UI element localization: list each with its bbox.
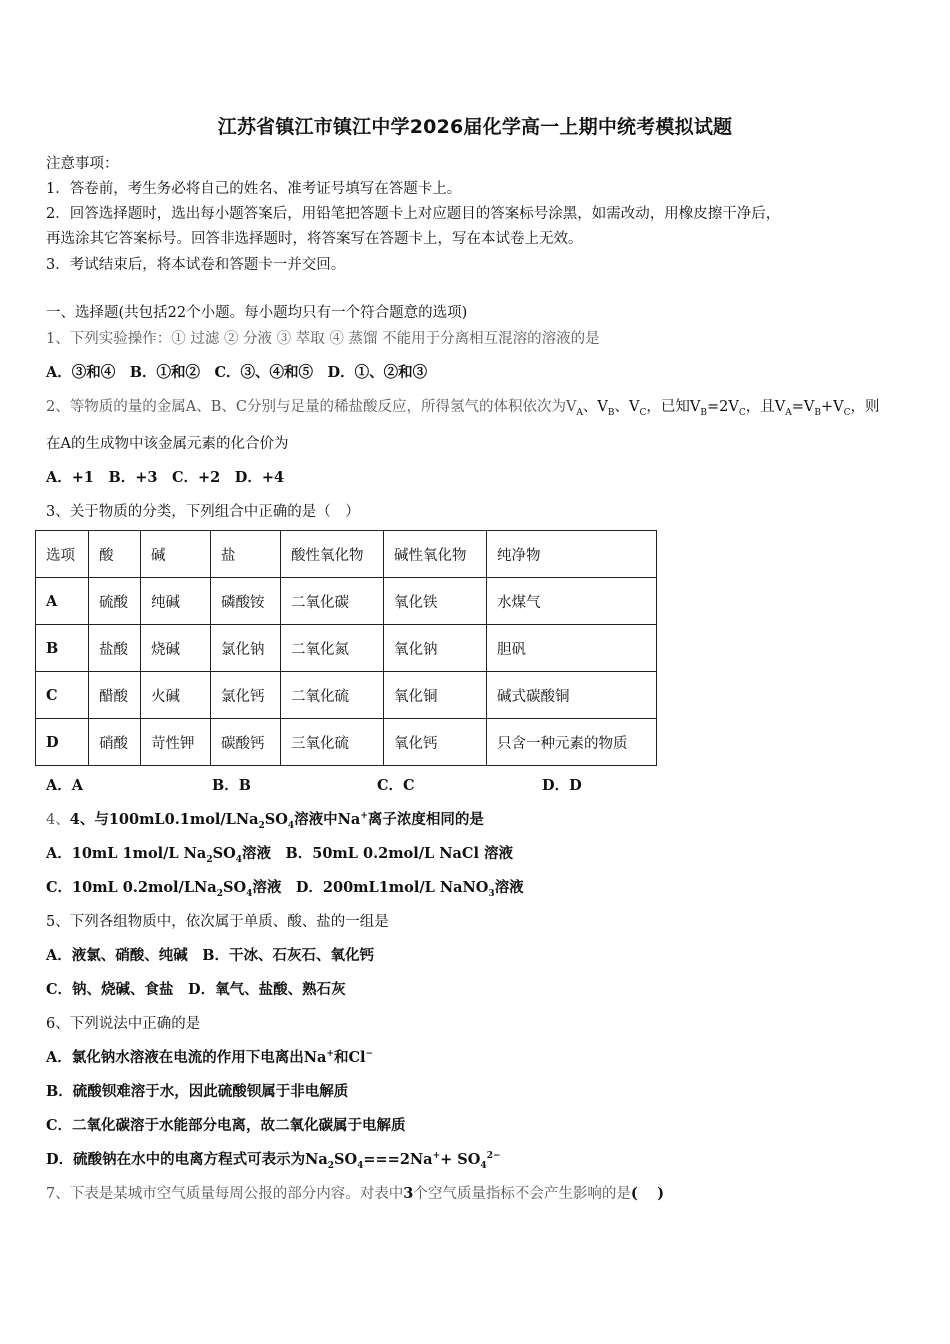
table-cell: 三氧化硫 <box>281 719 384 766</box>
table-cell: 氯化钠 <box>211 625 281 672</box>
question-6-option-d: D．硫酸钠在水中的电离方程式可表示为$Na_2SO_4===2Na^++ SO_4^{2-}$ <box>46 1151 501 1171</box>
question-4-options-ab: A．10mL 1mol/L $Na_2SO_4$溶液 B．50mL 0.2mol/L NaCl 溶液 <box>46 845 514 865</box>
classification-table <box>35 530 657 766</box>
table-header-cell: 酸 <box>89 531 141 578</box>
question-3-option-d: D．D <box>542 777 582 794</box>
table-cell: B <box>36 625 89 672</box>
table-cell: 硝酸 <box>89 719 141 766</box>
table-header-cell: 碱性氧化物 <box>384 531 487 578</box>
table-cell: 水煤气 <box>487 578 657 625</box>
table-cell: 纯碱 <box>141 578 211 625</box>
question-6-option-b: B．硫酸钡难溶于水，因此硫酸钡属于非电解质 <box>46 1083 349 1100</box>
table-cell: A <box>36 578 89 625</box>
question-3-option-b: B．B <box>212 777 252 794</box>
table-cell: D <box>36 719 89 766</box>
question-5-options-cd: C．钠、烧碱、食盐 D．氧气、盐酸、熟石灰 <box>46 981 346 998</box>
question-1-options: A．③和④ B．①和② C．③、④和⑤ D．①、②和③ <box>46 364 428 381</box>
table-cell: 磷酸铵 <box>211 578 281 625</box>
notice-item: 再选涂其它答案标号。回答非选择题时，将答案写在答题卡上，写在本试卷上无效。 <box>46 231 583 247</box>
table-cell: 碱式碳酸铜 <box>487 672 657 719</box>
question-4-stem: 4、4、与$100mL0.1mol/LNa_2SO_4$溶液中Na+离子浓度相同的是 <box>46 811 484 831</box>
question-6-option-c: C．二氧化碳溶于水能部分电离，故二氧化碳属于电解质 <box>46 1117 406 1134</box>
table-cell: 二氧化碳 <box>281 578 384 625</box>
table-cell: 二氧化氮 <box>281 625 384 672</box>
table-row <box>36 672 657 719</box>
table-cell: 氧化铁 <box>384 578 487 625</box>
table-cell: C <box>36 672 89 719</box>
question-2-stem-cont: 在A的生成物中该金属元素的化合价为 <box>46 436 289 452</box>
table-row <box>36 578 657 625</box>
table-cell: 氧化钙 <box>384 719 487 766</box>
table-cell: 氧化铜 <box>384 672 487 719</box>
table-header-row <box>36 531 657 578</box>
table-cell: 碳酸钙 <box>211 719 281 766</box>
table-cell: 二氧化硫 <box>281 672 384 719</box>
notice-item: 2．回答选择题时，选出每小题答案后，用铅笔把答题卡上对应题目的答案标号涂黑，如需改动，用橡皮擦干净后， <box>46 206 781 222</box>
page-title: 江苏省镇江市镇江中学2026届化学高一上期中统考模拟试题 <box>217 116 733 138</box>
table-cell: 烧碱 <box>141 625 211 672</box>
table-cell: 盐酸 <box>89 625 141 672</box>
question-3-stem: 3、关于物质的分类，下列组合中正确的是（ ） <box>46 504 360 520</box>
question-1-stem: 1、下列实验操作：① 过滤 ② 分液 ③ 萃取 ④ 蒸馏 不能用于分离相互混溶的溶液的是 <box>46 331 600 347</box>
table-cell: 硫酸 <box>89 578 141 625</box>
table-cell: 氧化钠 <box>384 625 487 672</box>
table-header-cell: 酸性氧化物 <box>281 531 384 578</box>
table-header-cell: 纯净物 <box>487 531 657 578</box>
table-header-cell: 选项 <box>36 531 89 578</box>
table-cell: 氯化钙 <box>211 672 281 719</box>
table-cell: 苛性钾 <box>141 719 211 766</box>
question-3-option-a: A．A <box>46 777 84 794</box>
question-2-options: A．+1 B．+3 C．+2 D．+4 <box>46 469 285 486</box>
question-5-stem: 5、下列各组物质中，依次属于单质、酸、盐的一组是 <box>46 914 389 930</box>
table-row <box>36 625 657 672</box>
question-6-option-a: A．氯化钠水溶液在电流的作用下电离出Na+和Cl− <box>46 1049 374 1066</box>
question-4-options-cd: C．10mL $0.2mol/LNa_2SO_4$溶液 D．200mL1mol/L NaNO$_3$溶液 <box>46 879 524 899</box>
table-header-cell: 碱 <box>141 531 211 578</box>
notice-item: 3．考试结束后，将本试卷和答题卡一并交回。 <box>46 257 346 273</box>
notice-item: 1．答卷前，考生务必将自己的姓名、准考证号填写在答题卡上。 <box>46 181 462 197</box>
question-6-stem: 6、下列说法中正确的是 <box>46 1016 201 1032</box>
question-2-stem: 2、等物质的量的金属A、B、C分别与足量的稀盐酸反应，所得氢气的体积依次为$V_A$、$V_B$、$V_C$，已知$V_B=2V_C$，且$V_A=V_B+V_C$，则 <box>46 399 880 418</box>
question-3-option-c: C．C <box>377 777 415 794</box>
table-header-cell: 盐 <box>211 531 281 578</box>
question-5-options-ab: A．液氯、硝酸、纯碱 B．干冰、石灰石、氧化钙 <box>46 947 375 964</box>
section-heading: 一、选择题(共包括22个小题。每小题均只有一个符合题意的选项) <box>46 305 468 321</box>
table-cell: 只含一种元素的物质 <box>487 719 657 766</box>
table-cell: 胆矾 <box>487 625 657 672</box>
notice-heading: 注意事项： <box>46 156 119 172</box>
question-7-stem: 7、下表是某城市空气质量每周公报的部分内容。对表中3个空气质量指标不会产生影响的是( ) <box>46 1185 665 1202</box>
table-row <box>36 719 657 766</box>
table-cell: 火碱 <box>141 672 211 719</box>
table-cell: 醋酸 <box>89 672 141 719</box>
